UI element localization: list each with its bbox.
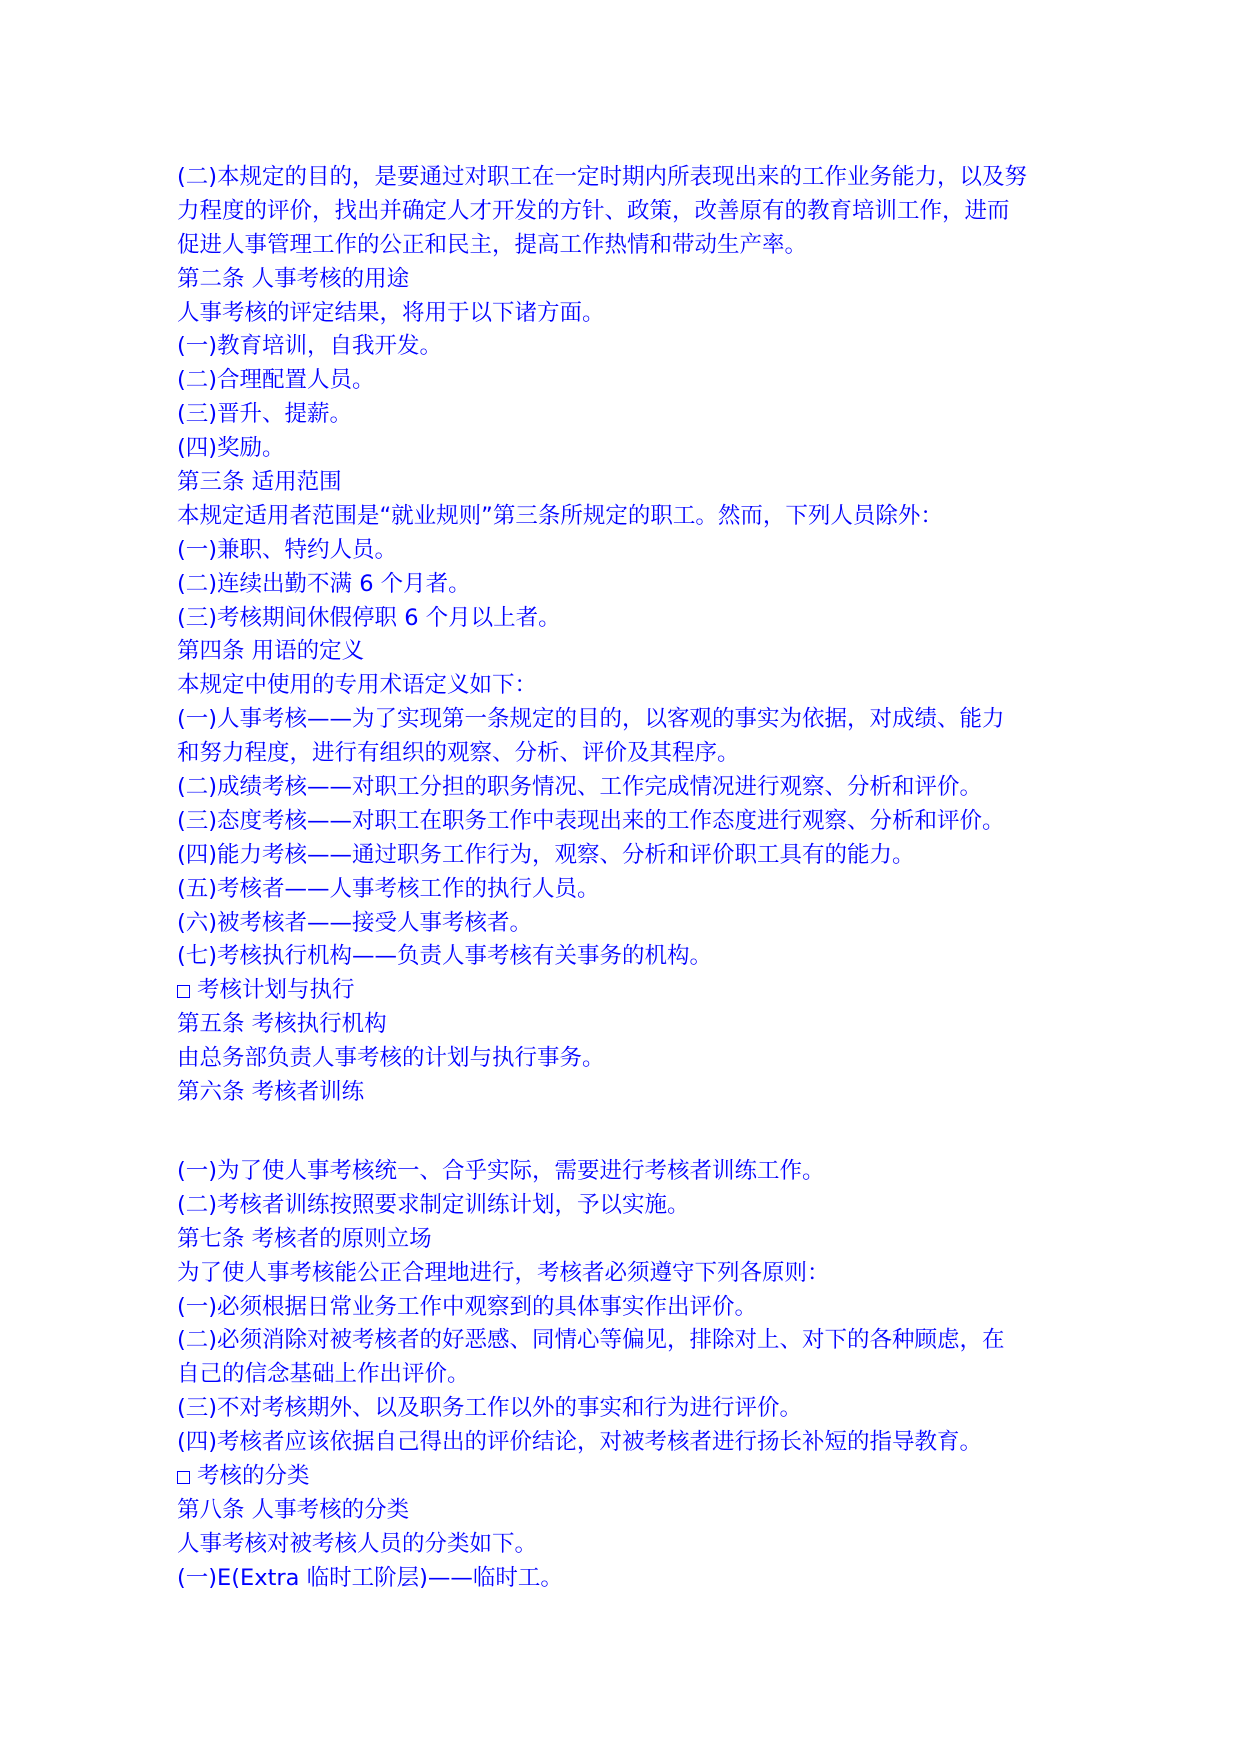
- text-line: 和努力程度，进行有组织的观察、分析、评价及其程序。: [177, 740, 740, 767]
- section-heading: [177, 974, 1117, 1008]
- list-item: (一)教育培训，自我开发。: [177, 333, 443, 360]
- list-item: (五)考核者——人事考核工作的执行人员。: [177, 875, 600, 902]
- section-heading-label: 考核的分类: [197, 1463, 310, 1490]
- article-heading: 第七条 考核者的原则立场: [177, 1225, 432, 1252]
- section-heading-label: 考核计划与执行: [197, 977, 355, 1004]
- article-heading: 第八条 人事考核的分类: [177, 1496, 410, 1523]
- list-item: (三)晋升、提薪。: [177, 401, 353, 428]
- list-item: (一)兼职、特约人员。: [177, 536, 398, 563]
- list-item: (二)考核者训练按照要求制定训练计划，予以实施。: [177, 1191, 690, 1218]
- text-line: 为了使人事考核能公正合理地进行，考核者必须遵守下列各原则：: [177, 1259, 830, 1286]
- list-item: (一)E(Extra 临时工阶层)——临时工。: [177, 1564, 563, 1591]
- list-item: (四)考核者应该依据自己得出的评价结论，对被考核者进行扬长补短的指导教育。: [177, 1429, 983, 1456]
- text-line: 人事考核的评定结果，将用于以下诸方面。: [177, 299, 605, 326]
- text-line: 人事考核对被考核人员的分类如下。: [177, 1530, 538, 1557]
- article-heading: 第六条 考核者训练: [177, 1079, 365, 1106]
- list-item: (一)必须根据日常业务工作中观察到的具体事实作出评价。: [177, 1293, 758, 1320]
- list-item: (三)态度考核——对职工在职务工作中表现出来的工作态度进行观察、分析和评价。: [177, 807, 1005, 834]
- list-item: (二)必须消除对被考核者的好恶感、同情心等偏见，排除对上、对下的各种顾虑，在: [177, 1327, 1005, 1354]
- text-block-lower: [177, 1155, 1117, 1596]
- article-heading: 第四条 用语的定义: [177, 638, 365, 665]
- article-heading: 第二条 人事考核的用途: [177, 265, 410, 292]
- list-item: (一)为了使人事考核统一、合乎实际，需要进行考核者训练工作。: [177, 1158, 825, 1184]
- list-item: (二)成绩考核——对职工分担的职务情况、工作完成情况进行观察、分析和评价。: [177, 774, 983, 801]
- list-item: (六)被考核者——接受人事考核者。: [177, 909, 533, 936]
- list-item: (四)能力考核——通过职务工作行为，观察、分析和评价职工具有的能力。: [177, 841, 915, 868]
- text-line: 本规定适用者范围是“就业规则”第三条所规定的职工。然而，下列人员除外：: [177, 502, 943, 529]
- list-item: (二)合理配置人员。: [177, 367, 375, 394]
- text-line: 自己的信念基础上作出评价。: [177, 1361, 470, 1388]
- text-line: 由总务部负责人事考核的计划与执行事务。: [177, 1045, 605, 1072]
- text-line: 促进人事管理工作的公正和民主，提高工作热情和带动生产率。: [177, 231, 808, 258]
- article-heading: 第三条 适用范围: [177, 469, 342, 496]
- article-heading: 第五条 考核执行机构: [177, 1011, 387, 1038]
- section-heading: [177, 1460, 1117, 1494]
- list-item: (三)不对考核期外、以及职务工作以外的事实和行为进行评价。: [177, 1395, 803, 1422]
- text-line: 本规定中使用的专用术语定义如下：: [177, 672, 538, 699]
- text-line: 力程度的评价，找出并确定人才开发的方针、政策，改善原有的教育培训工作，进而: [177, 197, 1010, 224]
- list-item: (一)人事考核——为了实现第一条规定的目的，以客观的事实为依据，对成绩、能力: [177, 706, 1005, 733]
- square-bullet-icon: [177, 1471, 190, 1484]
- list-item: (七)考核执行机构——负责人事考核有关事务的机构。: [177, 943, 713, 970]
- list-item: (四)奖励。: [177, 435, 285, 462]
- text-block-upper: [177, 161, 1117, 1110]
- list-item: (二)连续出勤不满 6 个月者。: [177, 570, 471, 597]
- list-item: (三)考核期间休假停职 6 个月以上者。: [177, 604, 561, 631]
- text-line: (二)本规定的目的，是要通过对职工在一定时期内所表现出来的工作业务能力，以及努: [177, 164, 1028, 190]
- square-bullet-icon: [177, 985, 190, 998]
